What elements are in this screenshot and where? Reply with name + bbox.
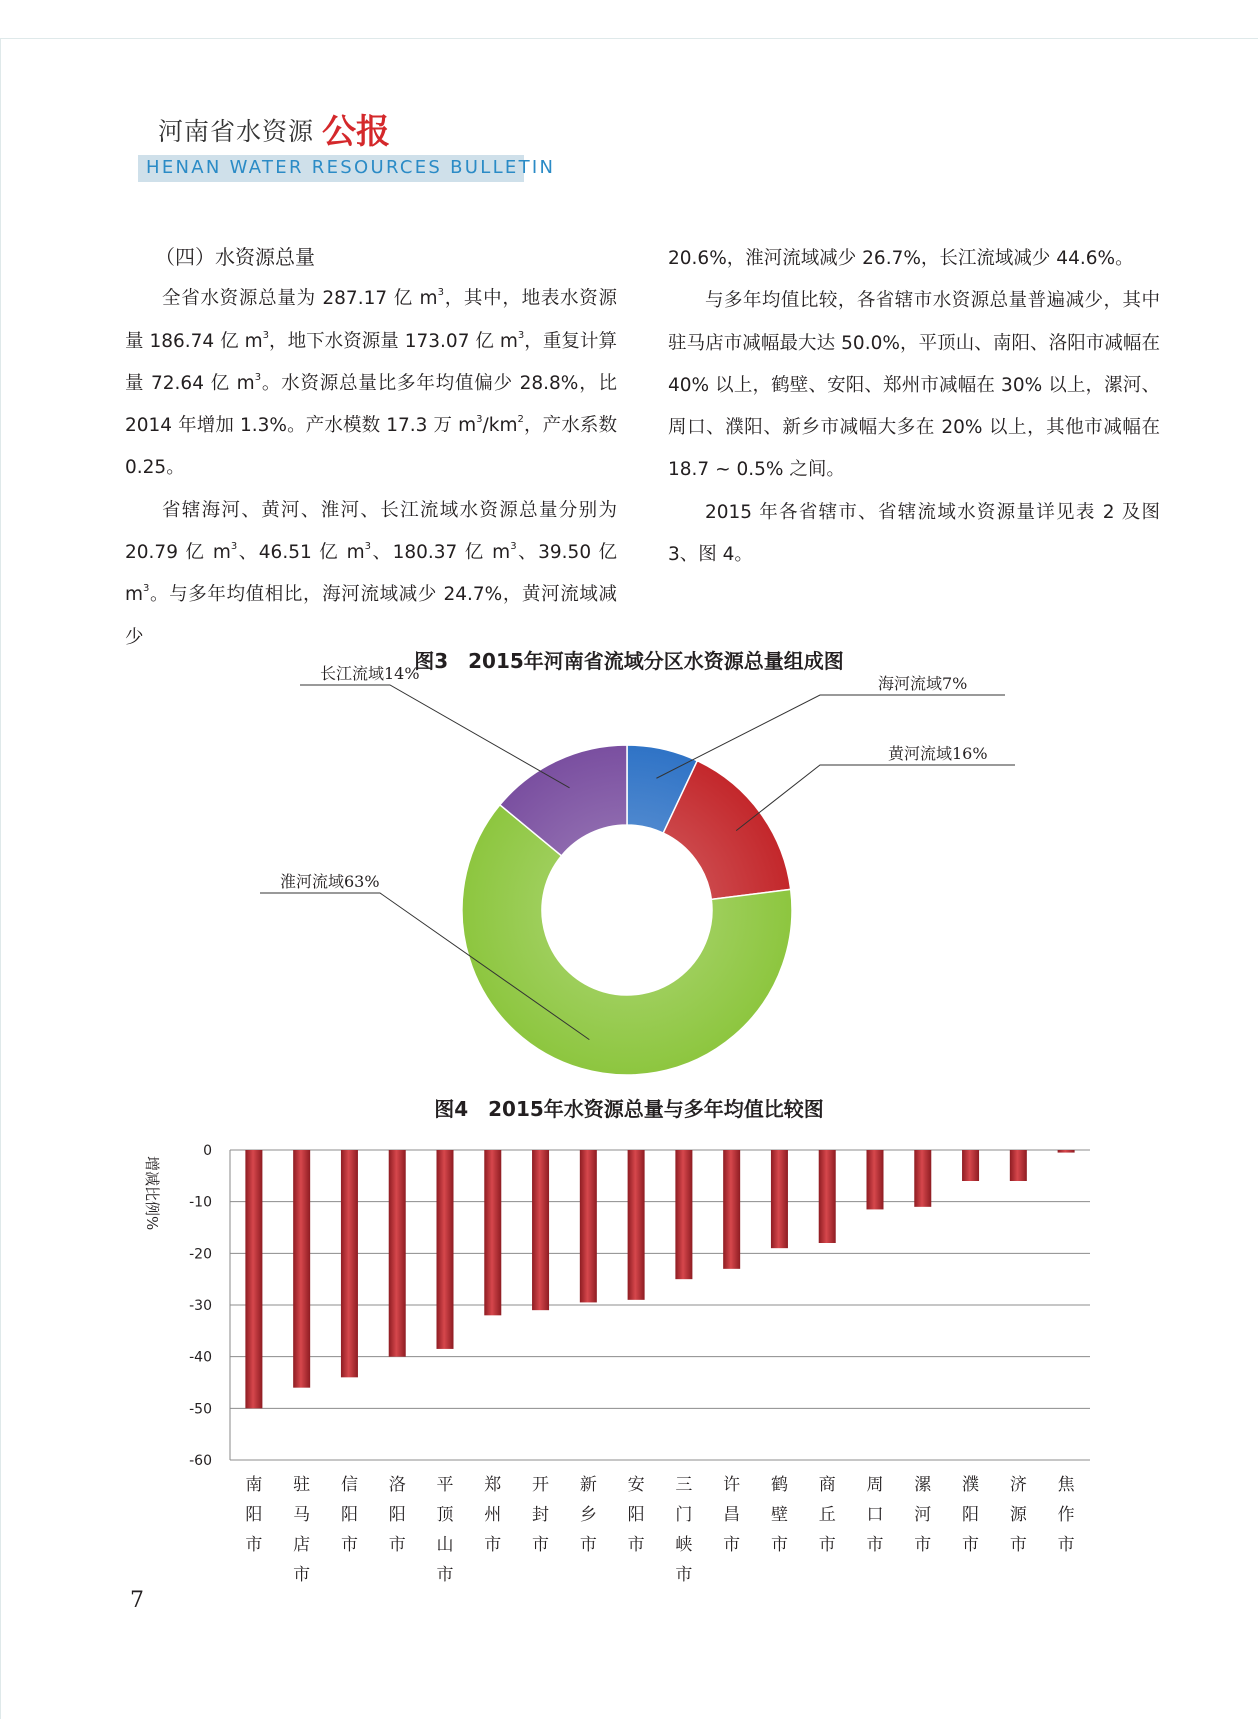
bar bbox=[628, 1150, 645, 1300]
donut-leader-line bbox=[736, 765, 1015, 831]
y-tick-label: 0 bbox=[203, 1143, 212, 1159]
x-tick-label: 濮阳市 bbox=[962, 1475, 980, 1555]
figure4-title: 图4 2015年水资源总量与多年均值比较图 bbox=[434, 1097, 824, 1121]
superscript: 3 bbox=[517, 329, 525, 341]
bar bbox=[867, 1150, 884, 1209]
paragraph-segment: 。水资源总量比多年均值偏少 28.8%，比 2014 年增加 1.3%。产水模数 17.3 万 m bbox=[125, 372, 618, 437]
paragraph-segment: 省辖海河、黄河、淮河、长江流域水资源总量分别为 20.79 亿 m bbox=[125, 499, 617, 564]
bar bbox=[914, 1150, 931, 1207]
donut-leader-line bbox=[300, 685, 570, 788]
x-tick-label: 开封市 bbox=[532, 1475, 550, 1555]
paragraph-continued: 20.6%，淮河流域减少 26.7%，长江流域减少 44.6%。 bbox=[668, 248, 1134, 269]
x-tick-label: 新乡市 bbox=[579, 1475, 597, 1555]
superscript: 3 bbox=[364, 541, 371, 553]
bar bbox=[1010, 1150, 1027, 1181]
x-tick-label: 济源市 bbox=[1009, 1475, 1027, 1555]
y-tick-label: -40 bbox=[189, 1349, 212, 1366]
bar bbox=[723, 1150, 740, 1269]
x-tick-label: 平顶山市 bbox=[436, 1475, 454, 1585]
bar bbox=[580, 1150, 597, 1302]
x-tick-label: 洛阳市 bbox=[388, 1475, 406, 1555]
figure3-title: 图3 2015年河南省流域分区水资源总量组成图 bbox=[414, 649, 844, 673]
bar bbox=[532, 1150, 549, 1310]
bar bbox=[245, 1150, 262, 1408]
bar bbox=[437, 1150, 454, 1349]
paragraph-basins bbox=[125, 490, 617, 659]
x-tick-label: 郑州市 bbox=[484, 1475, 502, 1555]
bulletin-title-accent: 公报 bbox=[322, 112, 390, 152]
superscript: 3 bbox=[476, 414, 483, 426]
right-text-column bbox=[668, 238, 1160, 576]
paragraph-segment: ，其中，地表水资源量 186.74 亿 m bbox=[125, 288, 617, 352]
bar bbox=[819, 1150, 836, 1243]
donut-slice-label: 长江流域14% bbox=[320, 664, 420, 683]
paragraph-reference: 2015 年各省辖市、省辖流域水资源量详见表 2 及图 3、图 4。 bbox=[668, 501, 1160, 566]
donut-slice-label: 海河流域7% bbox=[878, 674, 968, 693]
paragraph-segment: 、46.51 亿 m bbox=[237, 542, 365, 564]
bar bbox=[962, 1150, 979, 1181]
bar bbox=[675, 1150, 692, 1279]
paragraph-segment: 。与多年均值相比，海河流域减少 24.7%，黄河流域减少 bbox=[125, 584, 617, 648]
superscript: 2 bbox=[517, 414, 524, 426]
x-tick-label: 驻马店市 bbox=[293, 1475, 311, 1585]
paragraph-segment: 、180.37 亿 m bbox=[371, 542, 511, 564]
x-tick-label: 周口市 bbox=[866, 1475, 884, 1555]
x-tick-label: 南阳市 bbox=[245, 1475, 263, 1555]
y-tick-label: -60 bbox=[189, 1453, 212, 1469]
bar bbox=[771, 1150, 788, 1248]
superscript: 3 bbox=[230, 541, 238, 553]
bulletin-title-cn: 河南省水资源 bbox=[158, 117, 315, 146]
y-tick-label: -10 bbox=[189, 1194, 212, 1211]
x-tick-label: 信阳市 bbox=[340, 1475, 358, 1555]
y-tick-label: -50 bbox=[189, 1401, 212, 1418]
donut-chart bbox=[230, 664, 1030, 1080]
x-tick-label: 鹤壁市 bbox=[770, 1475, 788, 1555]
bar bbox=[1058, 1150, 1075, 1153]
page-top-rule bbox=[0, 38, 1258, 39]
bar bbox=[389, 1150, 406, 1357]
page-number: 7 bbox=[130, 1588, 144, 1613]
paragraph-segment: /km bbox=[482, 415, 518, 437]
bulletin-title-en: HENAN WATER RESOURCES BULLETIN bbox=[146, 157, 556, 178]
bar bbox=[484, 1150, 501, 1315]
x-tick-label: 三门峡市 bbox=[675, 1475, 693, 1585]
paragraph-total bbox=[125, 278, 617, 489]
superscript: 3 bbox=[262, 329, 269, 341]
x-tick-label: 安阳市 bbox=[627, 1475, 645, 1555]
y-axis-label: 增减比例% bbox=[143, 1156, 161, 1231]
x-tick-label: 焦作市 bbox=[1057, 1475, 1075, 1555]
donut-leader-line bbox=[656, 695, 1005, 778]
superscript: 3 bbox=[437, 287, 444, 299]
x-tick-label: 漯河市 bbox=[914, 1475, 932, 1555]
paragraph-segment: ，重复计算量 72.64 亿 m bbox=[125, 330, 617, 394]
paragraph-segment: 全省水资源总量为 287.17 亿 m bbox=[162, 288, 438, 310]
superscript: 3 bbox=[143, 583, 150, 595]
paragraph-cities: 与多年均值比较，各省辖市水资源总量普遍减少，其中驻马店市减幅最大达 50.0%，平顶山、南阳、洛阳市减幅在 40% 以上，鹤壁、安阳、郑州市减幅在 30% 以上，漯河、周口、濮阳、新乡市减幅大多在 20% 以上，其他市减幅在 18.7 ~ 0.5% 之间。 bbox=[668, 290, 1160, 481]
left-text-column bbox=[125, 236, 617, 659]
donut-slice-label: 淮河流域63% bbox=[280, 872, 380, 891]
page-left-rule bbox=[0, 38, 1, 1719]
bar bbox=[341, 1150, 358, 1377]
donut-slice-label: 黄河流域16% bbox=[888, 744, 988, 763]
paragraph-segment: ，地下水资源量 173.07 亿 m bbox=[268, 330, 518, 352]
y-tick-label: -20 bbox=[189, 1246, 212, 1263]
superscript: 3 bbox=[510, 541, 517, 553]
y-tick-label: -30 bbox=[189, 1298, 212, 1314]
section-title: （四）水资源总量 bbox=[155, 245, 315, 269]
x-tick-label: 许昌市 bbox=[723, 1475, 741, 1555]
bar bbox=[293, 1150, 310, 1388]
paragraph-segment: 、39.50 亿 m bbox=[125, 542, 618, 606]
bar-chart bbox=[125, 1125, 1135, 1585]
paragraph-segment: ，产水系数 0.25。 bbox=[125, 415, 617, 479]
x-tick-label: 商丘市 bbox=[818, 1475, 836, 1555]
superscript: 3 bbox=[254, 371, 262, 383]
